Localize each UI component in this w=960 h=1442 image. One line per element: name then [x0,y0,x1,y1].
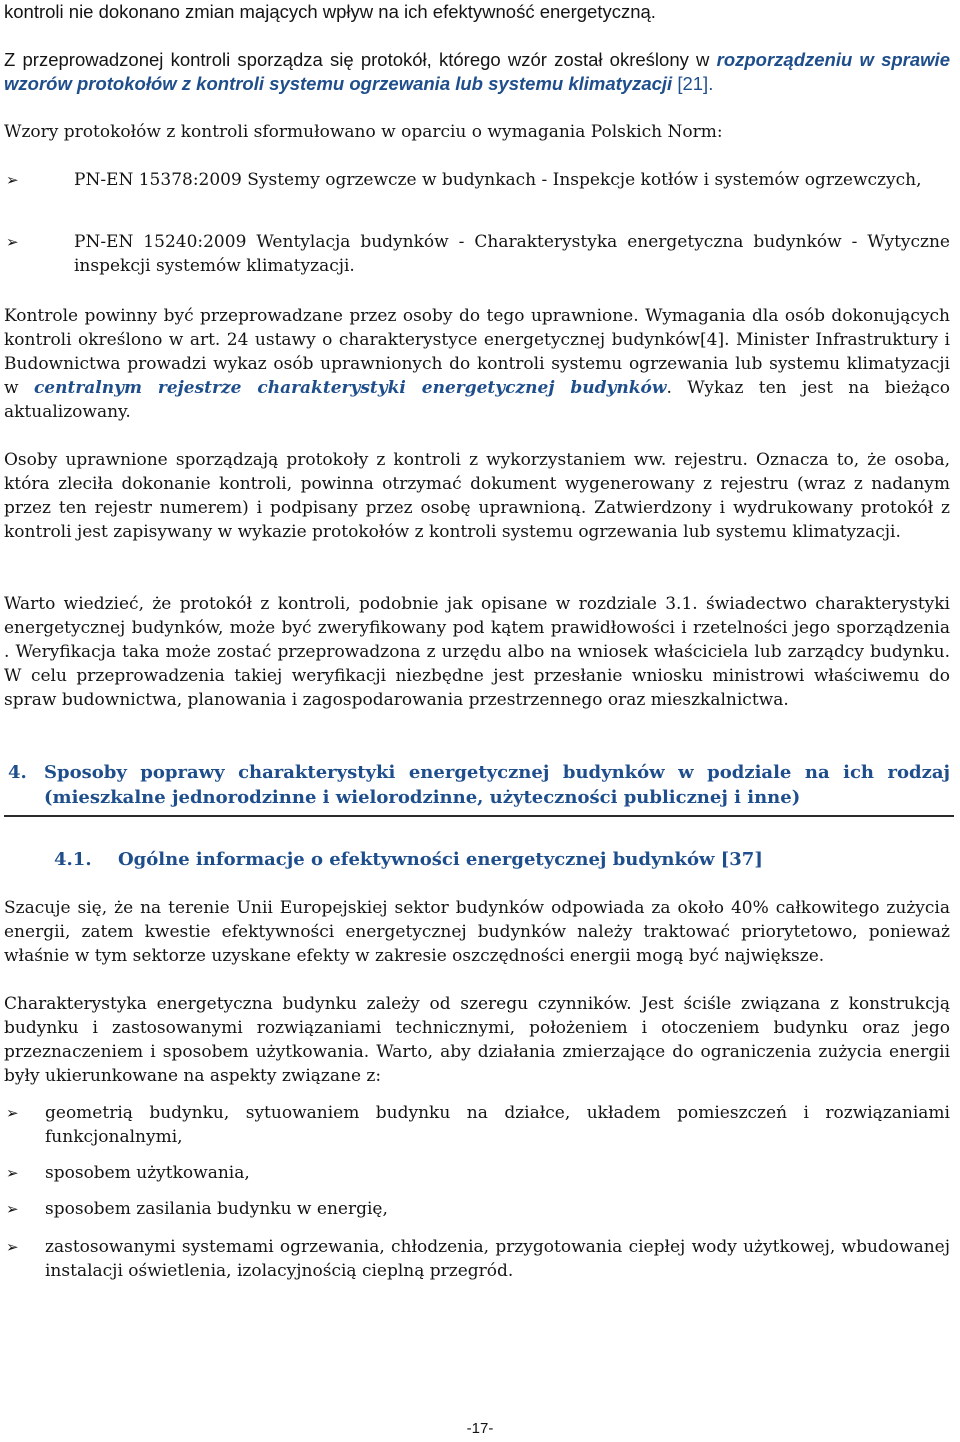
citation-21: [21]. [672,73,714,94]
bullet-arrow-icon: ➢ [6,1200,19,1218]
bullet-arrow-icon: ➢ [6,1238,19,1256]
norm-item: PN-EN 15240:2009 Wentylacja budynków - Charakterystyka energetyczna budynków - Wytyczne inspekcji systemów klimatyzacji. [74,232,950,276]
paragraph-protocol [4,48,950,96]
bullet-arrow-icon: ➢ [6,171,19,189]
aspect-item: sposobem zasilania budynku w energię, [45,1199,388,1219]
aspect-item: sposobem użytkowania, [45,1163,250,1183]
bullet-arrow-icon: ➢ [6,1164,19,1182]
paragraph-verification: Warto wiedzieć, że protokół z kontroli, podobnie jak opisane w rozdziale 3.1. świadectwo charakterystyki energetycznej budynków, może być zweryfikowany pod kątem prawidłowości i rzetelności jego sporządzenia . Weryfikacja taka może zostać przeprowadzona z urzędu albo na wniosek właściciela lub zarządcy budynku. W celu przeprowadzenia takiej weryfikacji niezbędne jest przesłanie wniosku ministrowi właściwemu do spraw budownictwa, planowania i zagospodarowania przestrzennego oraz mieszkalnictwa. [4,594,950,710]
aspect-item: zastosowanymi systemami ogrzewania, chłodzenia, przygotowania ciepłej wody użytkowej, wbudowanej instalacji oświetlenia, izolacyjnością cieplną przegród. [45,1237,950,1281]
paragraph-norms-intro: Wzory protokołów z kontroli sformułowano w oparciu o wymagania Polskich Norm: [4,122,723,142]
paragraph-characteristics: Charakterystyka energetyczna budynku zależy od szeregu czynników. Jest ściśle związana z konstrukcją budynku i zastosowanymi rozwiązaniami technicznymi, położeniem i otoczeniem budynku oraz jego przeznaczeniem i sposobem użytkowania. Warto, aby działania zmierzające do ograniczenia zużycia energii były ukierunkowane na aspekty związane z: [4,994,950,1086]
paragraph-controls [4,304,950,424]
controls-tail: . Wykaz ten jest na bieżąco aktualizowany. [4,378,950,422]
heading-underline [4,815,954,817]
section-4-number: 4. [8,762,27,783]
aspect-item: geometrią budynku, sytuowaniem budynku na działce, układem pomieszczeń i rozwiązaniami funkcjonalnymi, [45,1103,950,1147]
page-number: -17- [466,1420,494,1437]
section-4-1-number: 4.1. [54,849,92,870]
section-4-1-heading: Ogólne informacje o efektywności energetycznej budynków [37] [118,849,763,870]
bullet-arrow-icon: ➢ [6,233,19,251]
norm-item: PN-EN 15378:2009 Systemy ogrzewcze w budynkach - Inspekcje kotłów i systemów ogrzewczych, [74,170,922,190]
paragraph-continuation: kontroli nie dokonano zmian mających wpływ na ich efektywność energetyczną. [4,1,656,22]
bullet-arrow-icon: ➢ [6,1104,19,1122]
paragraph-eu-estimate: Szacuje się, że na terenie Unii Europejskiej sektor budynków odpowiada za około 40% całkowitego zużycia energii, zatem kwestie efektywności energetycznej budynków należy traktować priorytetowo, ponieważ właśnie w tym sektorze uzyskane efekty w zakresie oszczędności energii mogą być największe. [4,898,950,966]
protocol-text: Z przeprowadzonej kontroli sporządza się protokół, którego wzór został określony w [4,49,717,70]
section-4-heading: Sposoby poprawy charakterystyki energetycznej budynków w podziale na ich rodzaj (mieszkalne jednorodzinne i wielorodzinne, użyteczności publicznej i inne) [44,762,950,808]
central-register-reference: centralnym rejestrze charakterystyki energetycznej budynków [33,378,667,398]
paragraph-authorized-persons: Osoby uprawnione sporządzają protokoły z kontroli z wykorzystaniem ww. rejestru. Oznacza to, że osoba, która zleciła dokonanie kontroli, powinna otrzymać dokument wygenerowany z rejestru (wraz z nadanym przez ten rejestr numerem) i podpisany przez osobę uprawnioną. Zatwierdzony i wydrukowany protokół z kontroli jest zapisywany w wykazie protokołów z kontroli systemu ogrzewania lub systemu klimatyzacji. [4,450,950,542]
controls-text: Kontrole powinny być przeprowadzane przez osoby do tego uprawnione. Wymagania dla osób dokonujących kontroli określono w art. 24 ustawy o charakterystyce energetycznej budynków[4]. Minister Infrastruktury i Budownictwa prowadzi wykaz osób uprawnionych do kontroli systemu ogrzewania lub systemu klimatyzacji w [4,306,950,398]
regulation-reference: rozporządzeniu w sprawie wzorów protokołów z kontroli systemu ogrzewania lub systemu klimatyzacji [4,49,950,94]
